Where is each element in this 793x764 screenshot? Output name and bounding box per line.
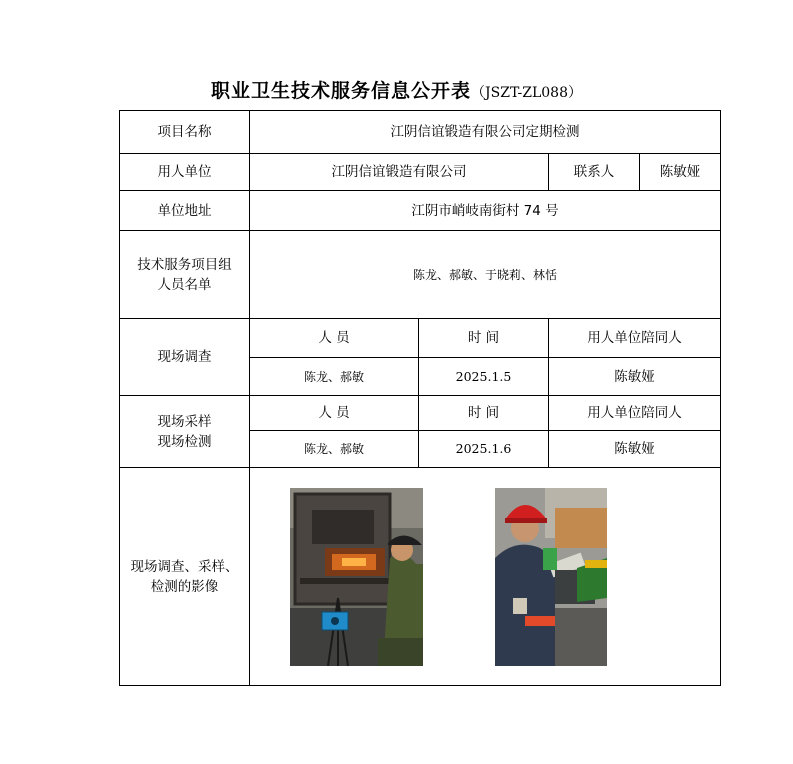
- address-value: 江阴市峭岐南街村 74 号: [250, 191, 721, 231]
- row-team: [120, 231, 721, 319]
- row-project: [120, 111, 721, 154]
- sampling-col-escort: 用人单位陪同人: [549, 396, 721, 431]
- contact-value: 陈敏娅: [640, 154, 721, 191]
- sampling-time: 2025.1.6: [419, 431, 549, 468]
- survey-label: 现场调查: [120, 319, 250, 396]
- site-photo-worker: [495, 488, 607, 666]
- employer-value: 江阴信谊锻造有限公司: [250, 154, 549, 191]
- images-label-line2: 检测的影像: [150, 578, 219, 595]
- title-main: 职业卫生技术服务信息公开表: [211, 80, 472, 102]
- site-photo-furnace: [290, 488, 423, 666]
- sampling-label-line1: 现场采样: [157, 413, 212, 430]
- row-employer: [120, 154, 721, 191]
- row-sampling-header: [120, 396, 721, 431]
- sampling-label: [120, 396, 250, 468]
- survey-col-time: 时 间: [419, 319, 549, 358]
- images-label-line1: 现场调查、采样、: [130, 558, 239, 575]
- employer-label: 用人单位: [120, 154, 250, 191]
- row-address: [120, 191, 721, 231]
- team-label: [120, 231, 250, 319]
- sampling-escort: 陈敏娅: [549, 431, 721, 468]
- info-table: [119, 110, 721, 686]
- page-title: [0, 76, 793, 103]
- contact-label: 联系人: [549, 154, 640, 191]
- survey-escort: 陈敏娅: [549, 358, 721, 396]
- team-value: 陈龙、郝敏、于晓莉、林恬: [250, 231, 721, 319]
- sampling-person: 陈龙、郝敏: [250, 431, 419, 468]
- team-label-line1: 技术服务项目组: [137, 256, 232, 273]
- sampling-col-time: 时 间: [419, 396, 549, 431]
- row-images: [120, 468, 721, 686]
- sampling-label-line2: 现场检测: [157, 433, 212, 450]
- survey-person: 陈龙、郝敏: [250, 358, 419, 396]
- project-label: 项目名称: [120, 111, 250, 154]
- address-label: 单位地址: [120, 191, 250, 231]
- survey-time: 2025.1.5: [419, 358, 549, 396]
- row-survey-header: [120, 319, 721, 358]
- survey-col-person: 人 员: [250, 319, 419, 358]
- images-label: [120, 468, 250, 686]
- project-value: 江阴信谊锻造有限公司定期检测: [250, 111, 721, 154]
- survey-col-escort: 用人单位陪同人: [549, 319, 721, 358]
- team-label-line2: 人员名单: [157, 276, 212, 293]
- sampling-col-person: 人 员: [250, 396, 419, 431]
- images-cell: [250, 468, 721, 686]
- title-code: （JSZT-ZL088）: [471, 85, 582, 101]
